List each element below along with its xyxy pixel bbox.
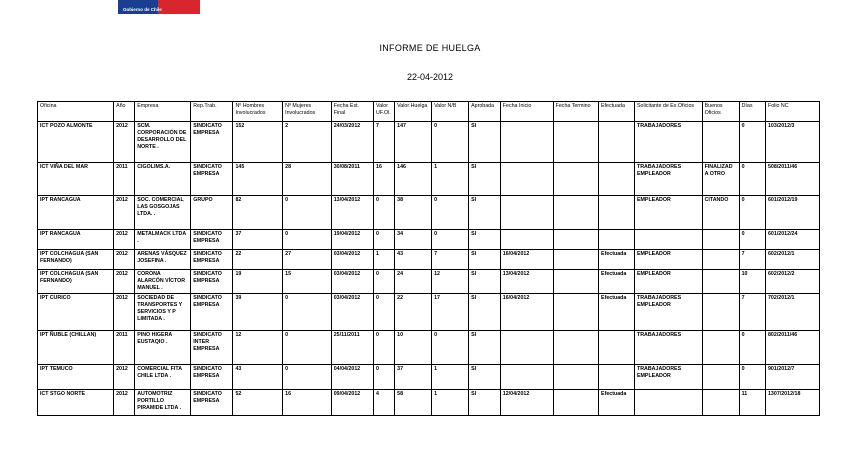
cell-fecha-termino xyxy=(553,390,598,416)
cell-folio-nc: 508/2011/46 xyxy=(765,163,819,196)
cell-buenos-oficios xyxy=(702,270,739,294)
cell-valor-uf: 16 xyxy=(374,163,395,196)
cell-folio-nc: 1307/2012/18 xyxy=(765,390,819,416)
cell-fecha-termino xyxy=(553,270,598,294)
cell-dias: 7 xyxy=(739,250,765,270)
cell-aprobada: SI xyxy=(469,331,501,365)
cell-fecha-est-final: 03/04/2012 xyxy=(331,294,373,331)
column-header-mujeres: Nº Mujeres Involucrados xyxy=(283,102,332,122)
cell-dias: 0 xyxy=(739,163,765,196)
cell-oficina: ICT POZO ALMONTE xyxy=(38,122,114,163)
cell-valor-uf: 0 xyxy=(374,365,395,390)
cell-valor-uf: 0 xyxy=(374,331,395,365)
cell-solicitante xyxy=(634,230,702,250)
cell-buenos-oficios xyxy=(702,250,739,270)
cell-aprobada: SI xyxy=(469,163,501,196)
cell-valor-uf: 1 xyxy=(374,250,395,270)
cell-fecha-inicio xyxy=(500,196,553,230)
cell-hombres: 43 xyxy=(233,365,283,390)
table-header xyxy=(38,102,820,122)
cell-rep-trab: SINDICATO EMPRESA xyxy=(191,230,233,250)
cell-empresa: CORONA ALARCÓN VÍCTOR MANUEL . xyxy=(135,270,191,294)
cell-mujeres: 0 xyxy=(283,365,332,390)
cell-buenos-oficios xyxy=(702,294,739,331)
column-header-fecha-inicio: Fecha Inicio xyxy=(500,102,553,122)
cell-solicitante: TRABAJADORES EMPLEADOR xyxy=(634,365,702,390)
column-header-aprobada: Aprobada xyxy=(469,102,501,122)
cell-ano: 2012 xyxy=(114,250,135,270)
cell-mujeres: 28 xyxy=(283,163,332,196)
cell-ano: 2012 xyxy=(114,122,135,163)
cell-dias: 11 xyxy=(739,390,765,416)
cell-folio-nc: 702/2012/1 xyxy=(765,294,819,331)
cell-ano: 2012 xyxy=(114,270,135,294)
cell-fecha-inicio: 16/04/2012 xyxy=(500,250,553,270)
cell-empresa: SOC. COMERCIAL LAS GOSGOJAS LTDA. . xyxy=(135,196,191,230)
cell-rep-trab: SINDICATO INTER EMPRESA xyxy=(191,331,233,365)
cell-valor-huelga: 10 xyxy=(395,331,432,365)
cell-fecha-termino xyxy=(553,196,598,230)
table-row xyxy=(38,122,820,163)
cell-folio-nc: 901/2012/7 xyxy=(765,365,819,390)
cell-valor-uf: 4 xyxy=(374,390,395,416)
cell-hombres: 145 xyxy=(233,163,283,196)
cell-folio-nc: 103/2012/3 xyxy=(765,122,819,163)
column-header-dias: Días xyxy=(739,102,765,122)
cell-oficina: IPT COLCHAGUA (SAN FERNANDO) xyxy=(38,270,114,294)
cell-solicitante: TRABAJADORES EMPLEADOR xyxy=(634,163,702,196)
cell-valor-nb: 1 xyxy=(432,163,469,196)
column-header-empresa: Empresa xyxy=(135,102,191,122)
cell-valor-huelga: 146 xyxy=(395,163,432,196)
cell-efectuada xyxy=(599,196,635,230)
cell-aprobada: SI xyxy=(469,365,501,390)
cell-efectuada xyxy=(599,122,635,163)
cell-solicitante: EMPLEADOR xyxy=(634,250,702,270)
cell-empresa: SCM. CORPORACIÓN DE DESARROLLO DEL NORTE . xyxy=(135,122,191,163)
cell-efectuada: Efectuada xyxy=(599,270,635,294)
cell-dias: 0 xyxy=(739,122,765,163)
cell-valor-nb: 0 xyxy=(432,196,469,230)
cell-empresa: CIGOLIMS.A. xyxy=(135,163,191,196)
cell-hombres: 37 xyxy=(233,230,283,250)
cell-rep-trab: SINDICATO EMPRESA xyxy=(191,365,233,390)
cell-rep-trab: SINDICATO EMPRESA xyxy=(191,163,233,196)
cell-valor-nb: 0 xyxy=(432,122,469,163)
cell-solicitante: EMPLEADOR xyxy=(634,270,702,294)
cell-fecha-termino xyxy=(553,250,598,270)
cell-dias: 0 xyxy=(739,196,765,230)
cell-valor-huelga: 37 xyxy=(395,365,432,390)
cell-valor-nb: 1 xyxy=(432,365,469,390)
cell-empresa: SOCIEDAD DE TRANSPORTES Y SERVICIOS Y P LIMITADA . xyxy=(135,294,191,331)
strike-report-table xyxy=(37,101,820,416)
cell-buenos-oficios xyxy=(702,331,739,365)
cell-folio-nc: 602/2012/1 xyxy=(765,250,819,270)
cell-efectuada: Efectuada xyxy=(599,250,635,270)
cell-solicitante: TRABAJADORES EMPLEADOR xyxy=(634,294,702,331)
table-row xyxy=(38,331,820,365)
cell-solicitante: TRABAJADORES xyxy=(634,122,702,163)
cell-ano: 2012 xyxy=(114,390,135,416)
cell-fecha-inicio: 13/04/2012 xyxy=(500,270,553,294)
cell-valor-uf: 0 xyxy=(374,196,395,230)
cell-fecha-inicio xyxy=(500,163,553,196)
cell-fecha-inicio xyxy=(500,122,553,163)
cell-hombres: 12 xyxy=(233,331,283,365)
column-header-oficina: Oficina xyxy=(38,102,114,122)
column-header-solicitante: Solicitante de Ex.Oficios xyxy=(634,102,702,122)
cell-valor-nb: 12 xyxy=(432,270,469,294)
column-header-ano: Año xyxy=(114,102,135,122)
column-header-rep-trab: Rep.Trab. xyxy=(191,102,233,122)
cell-aprobada: SI xyxy=(469,230,501,250)
cell-folio-nc: 601/2012/19 xyxy=(765,196,819,230)
cell-empresa: AUTOMOTRIZ PORTILLO PIRAMIDE LTDA . xyxy=(135,390,191,416)
table-row xyxy=(38,294,820,331)
report-title: INFORME DE HUELGA xyxy=(379,43,481,53)
cell-fecha-est-final: 09/04/2012 xyxy=(331,390,373,416)
cell-empresa: COMERCIAL FITA CHILE LTDA . xyxy=(135,365,191,390)
cell-hombres: 39 xyxy=(233,294,283,331)
header-row xyxy=(38,102,820,122)
logo-text: Gobierno de Chile xyxy=(123,7,162,12)
table-row xyxy=(38,390,820,416)
cell-efectuada xyxy=(599,365,635,390)
cell-fecha-termino xyxy=(553,294,598,331)
cell-oficina: IPT COLCHAGUA (SAN FERNANDO) xyxy=(38,250,114,270)
cell-fecha-termino xyxy=(553,230,598,250)
cell-buenos-oficios: CITANDO xyxy=(702,196,739,230)
cell-valor-nb: 17 xyxy=(432,294,469,331)
cell-fecha-inicio xyxy=(500,365,553,390)
cell-efectuada xyxy=(599,331,635,365)
cell-valor-nb: 1 xyxy=(432,390,469,416)
cell-fecha-est-final: 24/03/2012 xyxy=(331,122,373,163)
cell-fecha-est-final: 03/04/2012 xyxy=(331,250,373,270)
cell-fecha-inicio: 12/04/2012 xyxy=(500,390,553,416)
cell-efectuada: Efectuada xyxy=(599,390,635,416)
cell-valor-nb: 0 xyxy=(432,331,469,365)
cell-mujeres: 2 xyxy=(283,122,332,163)
cell-mujeres: 15 xyxy=(283,270,332,294)
logo-red-block xyxy=(158,0,200,14)
cell-hombres: 82 xyxy=(233,196,283,230)
cell-mujeres: 27 xyxy=(283,250,332,270)
cell-hombres: 22 xyxy=(233,250,283,270)
table-row xyxy=(38,250,820,270)
cell-aprobada: SI xyxy=(469,294,501,331)
table-row xyxy=(38,365,820,390)
table-row xyxy=(38,196,820,230)
cell-valor-nb: 0 xyxy=(432,230,469,250)
cell-solicitante: TRABAJADORES xyxy=(634,331,702,365)
cell-oficina: IPT TEMUCO xyxy=(38,365,114,390)
cell-aprobada: SI xyxy=(469,122,501,163)
column-header-efectuada: Efectuada xyxy=(599,102,635,122)
cell-empresa: METALMACK LTDA . xyxy=(135,230,191,250)
cell-oficina: ICT STGO NORTE xyxy=(38,390,114,416)
cell-dias: 7 xyxy=(739,294,765,331)
cell-empresa: PINO HIGERA EUSTAQIO . xyxy=(135,331,191,365)
cell-ano: 2012 xyxy=(114,230,135,250)
cell-fecha-inicio: 16/04/2012 xyxy=(500,294,553,331)
cell-fecha-termino xyxy=(553,331,598,365)
cell-hombres: 19 xyxy=(233,270,283,294)
column-header-fecha-termino: Fecha Termino xyxy=(553,102,598,122)
cell-valor-uf: 0 xyxy=(374,294,395,331)
cell-dias: 0 xyxy=(739,331,765,365)
cell-mujeres: 0 xyxy=(283,230,332,250)
cell-valor-huelga: 43 xyxy=(395,250,432,270)
cell-ano: 2011 xyxy=(114,163,135,196)
cell-aprobada: SI xyxy=(469,250,501,270)
column-header-valor-nb: Valor N/B xyxy=(432,102,469,122)
cell-fecha-est-final: 04/04/2012 xyxy=(331,365,373,390)
cell-aprobada: SI xyxy=(469,270,501,294)
cell-solicitante xyxy=(634,390,702,416)
cell-hombres: 152 xyxy=(233,122,283,163)
cell-valor-nb: 7 xyxy=(432,250,469,270)
cell-rep-trab: GRUPO xyxy=(191,196,233,230)
cell-aprobada: SI xyxy=(469,390,501,416)
cell-rep-trab: SINDICATO EMPRESA xyxy=(191,250,233,270)
cell-fecha-termino xyxy=(553,163,598,196)
cell-oficina: IPT RANCAGUA xyxy=(38,230,114,250)
cell-fecha-inicio xyxy=(500,230,553,250)
cell-fecha-inicio xyxy=(500,331,553,365)
cell-folio-nc: 601/2012/24 xyxy=(765,230,819,250)
cell-empresa: ARENAS VÁSQUEZ JOSEFINA . xyxy=(135,250,191,270)
cell-valor-huelga: 24 xyxy=(395,270,432,294)
cell-fecha-termino xyxy=(553,365,598,390)
cell-fecha-est-final: 25/11/2011 xyxy=(331,331,373,365)
cell-aprobada: SI xyxy=(469,196,501,230)
cell-fecha-est-final: 30/08/2011 xyxy=(331,163,373,196)
cell-fecha-est-final: 19/04/2012 xyxy=(331,230,373,250)
cell-valor-huelga: 22 xyxy=(395,294,432,331)
cell-dias: 0 xyxy=(739,230,765,250)
cell-buenos-oficios xyxy=(702,390,739,416)
cell-dias: 0 xyxy=(739,365,765,390)
cell-oficina: IPT RANCAGUA xyxy=(38,196,114,230)
column-header-valor-huelga: Valor Huelga xyxy=(395,102,432,122)
cell-valor-huelga: 34 xyxy=(395,230,432,250)
cell-hombres: 52 xyxy=(233,390,283,416)
cell-rep-trab: SINDICATO EMPRESA xyxy=(191,122,233,163)
cell-efectuada xyxy=(599,230,635,250)
cell-mujeres: 0 xyxy=(283,196,332,230)
cell-valor-uf: 7 xyxy=(374,122,395,163)
cell-efectuada: Efectuada xyxy=(599,294,635,331)
cell-folio-nc: 602/2012/2 xyxy=(765,270,819,294)
cell-buenos-oficios xyxy=(702,365,739,390)
cell-ano: 2012 xyxy=(114,196,135,230)
column-header-fecha-est-final: Fecha Est. Final xyxy=(331,102,373,122)
cell-mujeres: 0 xyxy=(283,294,332,331)
column-header-folio-nc: Folio NC xyxy=(765,102,819,122)
cell-efectuada xyxy=(599,163,635,196)
cell-dias: 10 xyxy=(739,270,765,294)
cell-buenos-oficios xyxy=(702,122,739,163)
cell-valor-huelga: 58 xyxy=(395,390,432,416)
cell-buenos-oficios xyxy=(702,230,739,250)
cell-rep-trab: SINDICATO EMPRESA xyxy=(191,294,233,331)
column-header-hombres: Nº Hombres Involucrados xyxy=(233,102,283,122)
cell-rep-trab: SINDICATO EMPRESA xyxy=(191,390,233,416)
cell-ano: 2012 xyxy=(114,294,135,331)
cell-ano: 2011 xyxy=(114,331,135,365)
cell-valor-huelga: 38 xyxy=(395,196,432,230)
cell-oficina: IPT CURICO xyxy=(38,294,114,331)
table-row xyxy=(38,270,820,294)
table-row xyxy=(38,230,820,250)
cell-rep-trab: SINDICATO EMPRESA xyxy=(191,270,233,294)
cell-valor-uf: 0 xyxy=(374,270,395,294)
cell-fecha-est-final: 13/04/2012 xyxy=(331,196,373,230)
cell-oficina: ICT VIÑA DEL MAR xyxy=(38,163,114,196)
table-row xyxy=(38,163,820,196)
cell-folio-nc: 802/2011/46 xyxy=(765,331,819,365)
cell-fecha-est-final: 03/04/2012 xyxy=(331,270,373,294)
cell-buenos-oficios: FINALIZAD A OTRO xyxy=(702,163,739,196)
cell-mujeres: 16 xyxy=(283,390,332,416)
column-header-valor-uf: Valor UF.Ol. xyxy=(374,102,395,122)
cell-fecha-termino xyxy=(553,122,598,163)
report-date: 22-04-2012 xyxy=(406,72,454,82)
cell-mujeres: 0 xyxy=(283,331,332,365)
cell-ano: 2012 xyxy=(114,365,135,390)
cell-solicitante: EMPLEADOR xyxy=(634,196,702,230)
cell-valor-uf: 0 xyxy=(374,230,395,250)
column-header-buenos-oficios: Buenos Oficios xyxy=(702,102,739,122)
cell-valor-huelga: 147 xyxy=(395,122,432,163)
table-body xyxy=(38,122,820,416)
cell-oficina: IPT ÑUBLE (CHILLAN) xyxy=(38,331,114,365)
